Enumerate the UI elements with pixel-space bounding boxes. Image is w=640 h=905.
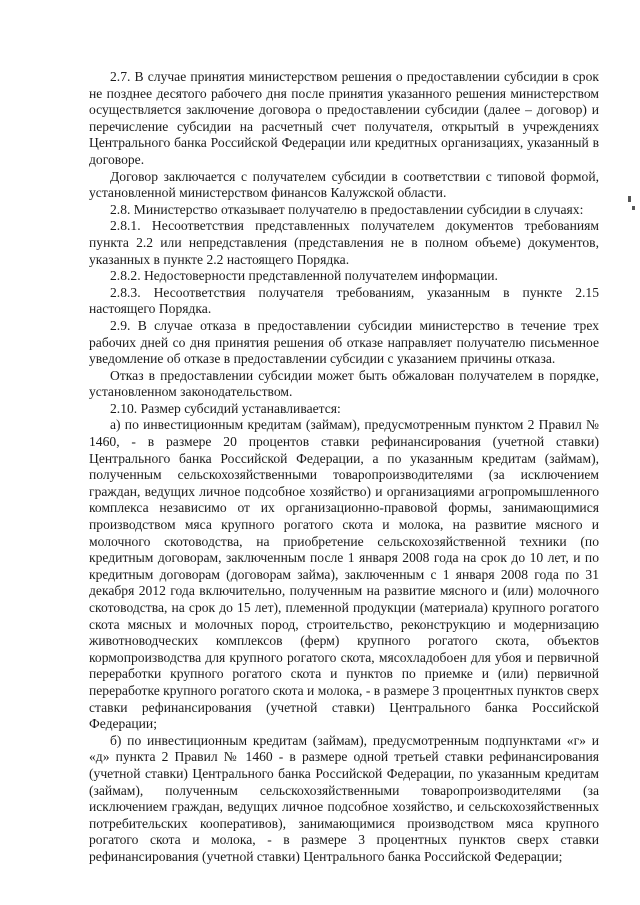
- paragraph-2-9: 2.9. В случае отказа в предоставлении субсидии министерство в течение трех рабочих дней со дня принятия решения об отказе направляет получателю письменное уведомление об отказе в предоставлении субсидии с указанием причины отказа.: [89, 317, 599, 367]
- scan-speck: [628, 196, 631, 202]
- scan-speck: [632, 206, 635, 210]
- paragraph-2-8-1: 2.8.1. Несоответствия представленных получателем документов требованиям пункта 2.2 или непредставления (представления не в полном объеме) документов, указанных в пункте 2.2 настоящего Порядка.: [89, 218, 599, 267]
- document-body: [89, 69, 599, 866]
- paragraph-2-7: 2.7. В случае принятия министерством решения о предоставлении субсидии в срок не позднее десятого рабочего дня после принятия указанного решения министерством осуществляется заключение договора о предоставлении субсидии (далее – договор) и перечисление субсидии на расчетный счет получателя, открытый в учреждениях Центрального банка Российской Федерации или кредитных организациях, указанный в договоре.: [89, 69, 599, 167]
- paragraph-b: б) по инвестиционным кредитам (займам), предусмотренным подпунктами «г» и «д» пункта 2 Правил № 1460 - в размере одной третьей ставки рефинансирования (учетной ставки) Центрального банка Российской Федерации, по указанным кредитам (займам), полученным сельскохозяйственными товаропроизводителями (за исключением граждан, ведущих личное подсобное хозяйство, и сельскохозяйственных потребительских кооперативов), занимающимися производством мяса крупного рогатого скота и молока, - в размере 3 процентных пунктов сверх ставки рефинансирования (учетной ставки) Центрального банка Российской Федерации;: [89, 732, 599, 864]
- paragraph-2-10: 2.10. Размер субсидий устанавливается:: [110, 400, 341, 416]
- paragraph-a: а) по инвестиционным кредитам (займам), предусмотренным пунктом 2 Правил № 1460, - в размере 20 процентов ставки рефинансирования (учетной ставки) Центрального банка Российской Федерации, а по указанным кредитам (займам), полученным сельскохозяйственными товаропроизводителями (за исключением граждан, ведущих личное подсобное хозяйство) и организациями агропромышленного комплекса независимо от их организационно-правовой формы, занимающимися производством мяса крупного рогатого скота и молока, на развитие мясного и молочного скотоводства, на приобретение сельскохозяйственной техники (по кредитным договорам, заключенным после 1 января 2008 года на срок до 10 лет, и по кредитным договорам (договорам займа), заключенным с 1 января 2008 года по 31 декабря 2012 года включительно, полученным на развитие мясного и (или) молочного скотоводства, на срок до 15 лет), племенной продукции (материала) крупного рогатого скота мясных и молочных пород, строительство, реконструкцию и модернизацию животноводческих комплексов (ферм) крупного рогатого скота, объектов кормопроизводства для крупного рогатого скота, мясохладобоен для убоя и первичной переработки крупного рогатого скота и пунктов по приемке и (или) первичной переработке крупного рогатого скота и молока, - в размере 3 процентных пунктов сверх ставки рефинансирования (учетной ставки) Центрального банка Российской Федерации;: [89, 417, 599, 732]
- paragraph-contract: Договор заключается с получателем субсидии в соответствии с типовой формой, установленной министерством финансов Калужской области.: [89, 168, 599, 201]
- paragraph-2-8: 2.8. Министерство отказывает получателю в предоставлении субсидии в случаях:: [110, 201, 584, 217]
- paragraph-2-8-2: 2.8.2. Недостоверности представленной получателем информации.: [110, 268, 498, 284]
- paragraph-appeal: Отказ в предоставлении субсидии может быть обжалован получателем в порядке, установленном законодательством.: [89, 367, 599, 400]
- paragraph-2-8-3: 2.8.3. Несоответствия получателя требованиям, указанным в пункте 2.15 настоящего Порядка.: [89, 284, 599, 317]
